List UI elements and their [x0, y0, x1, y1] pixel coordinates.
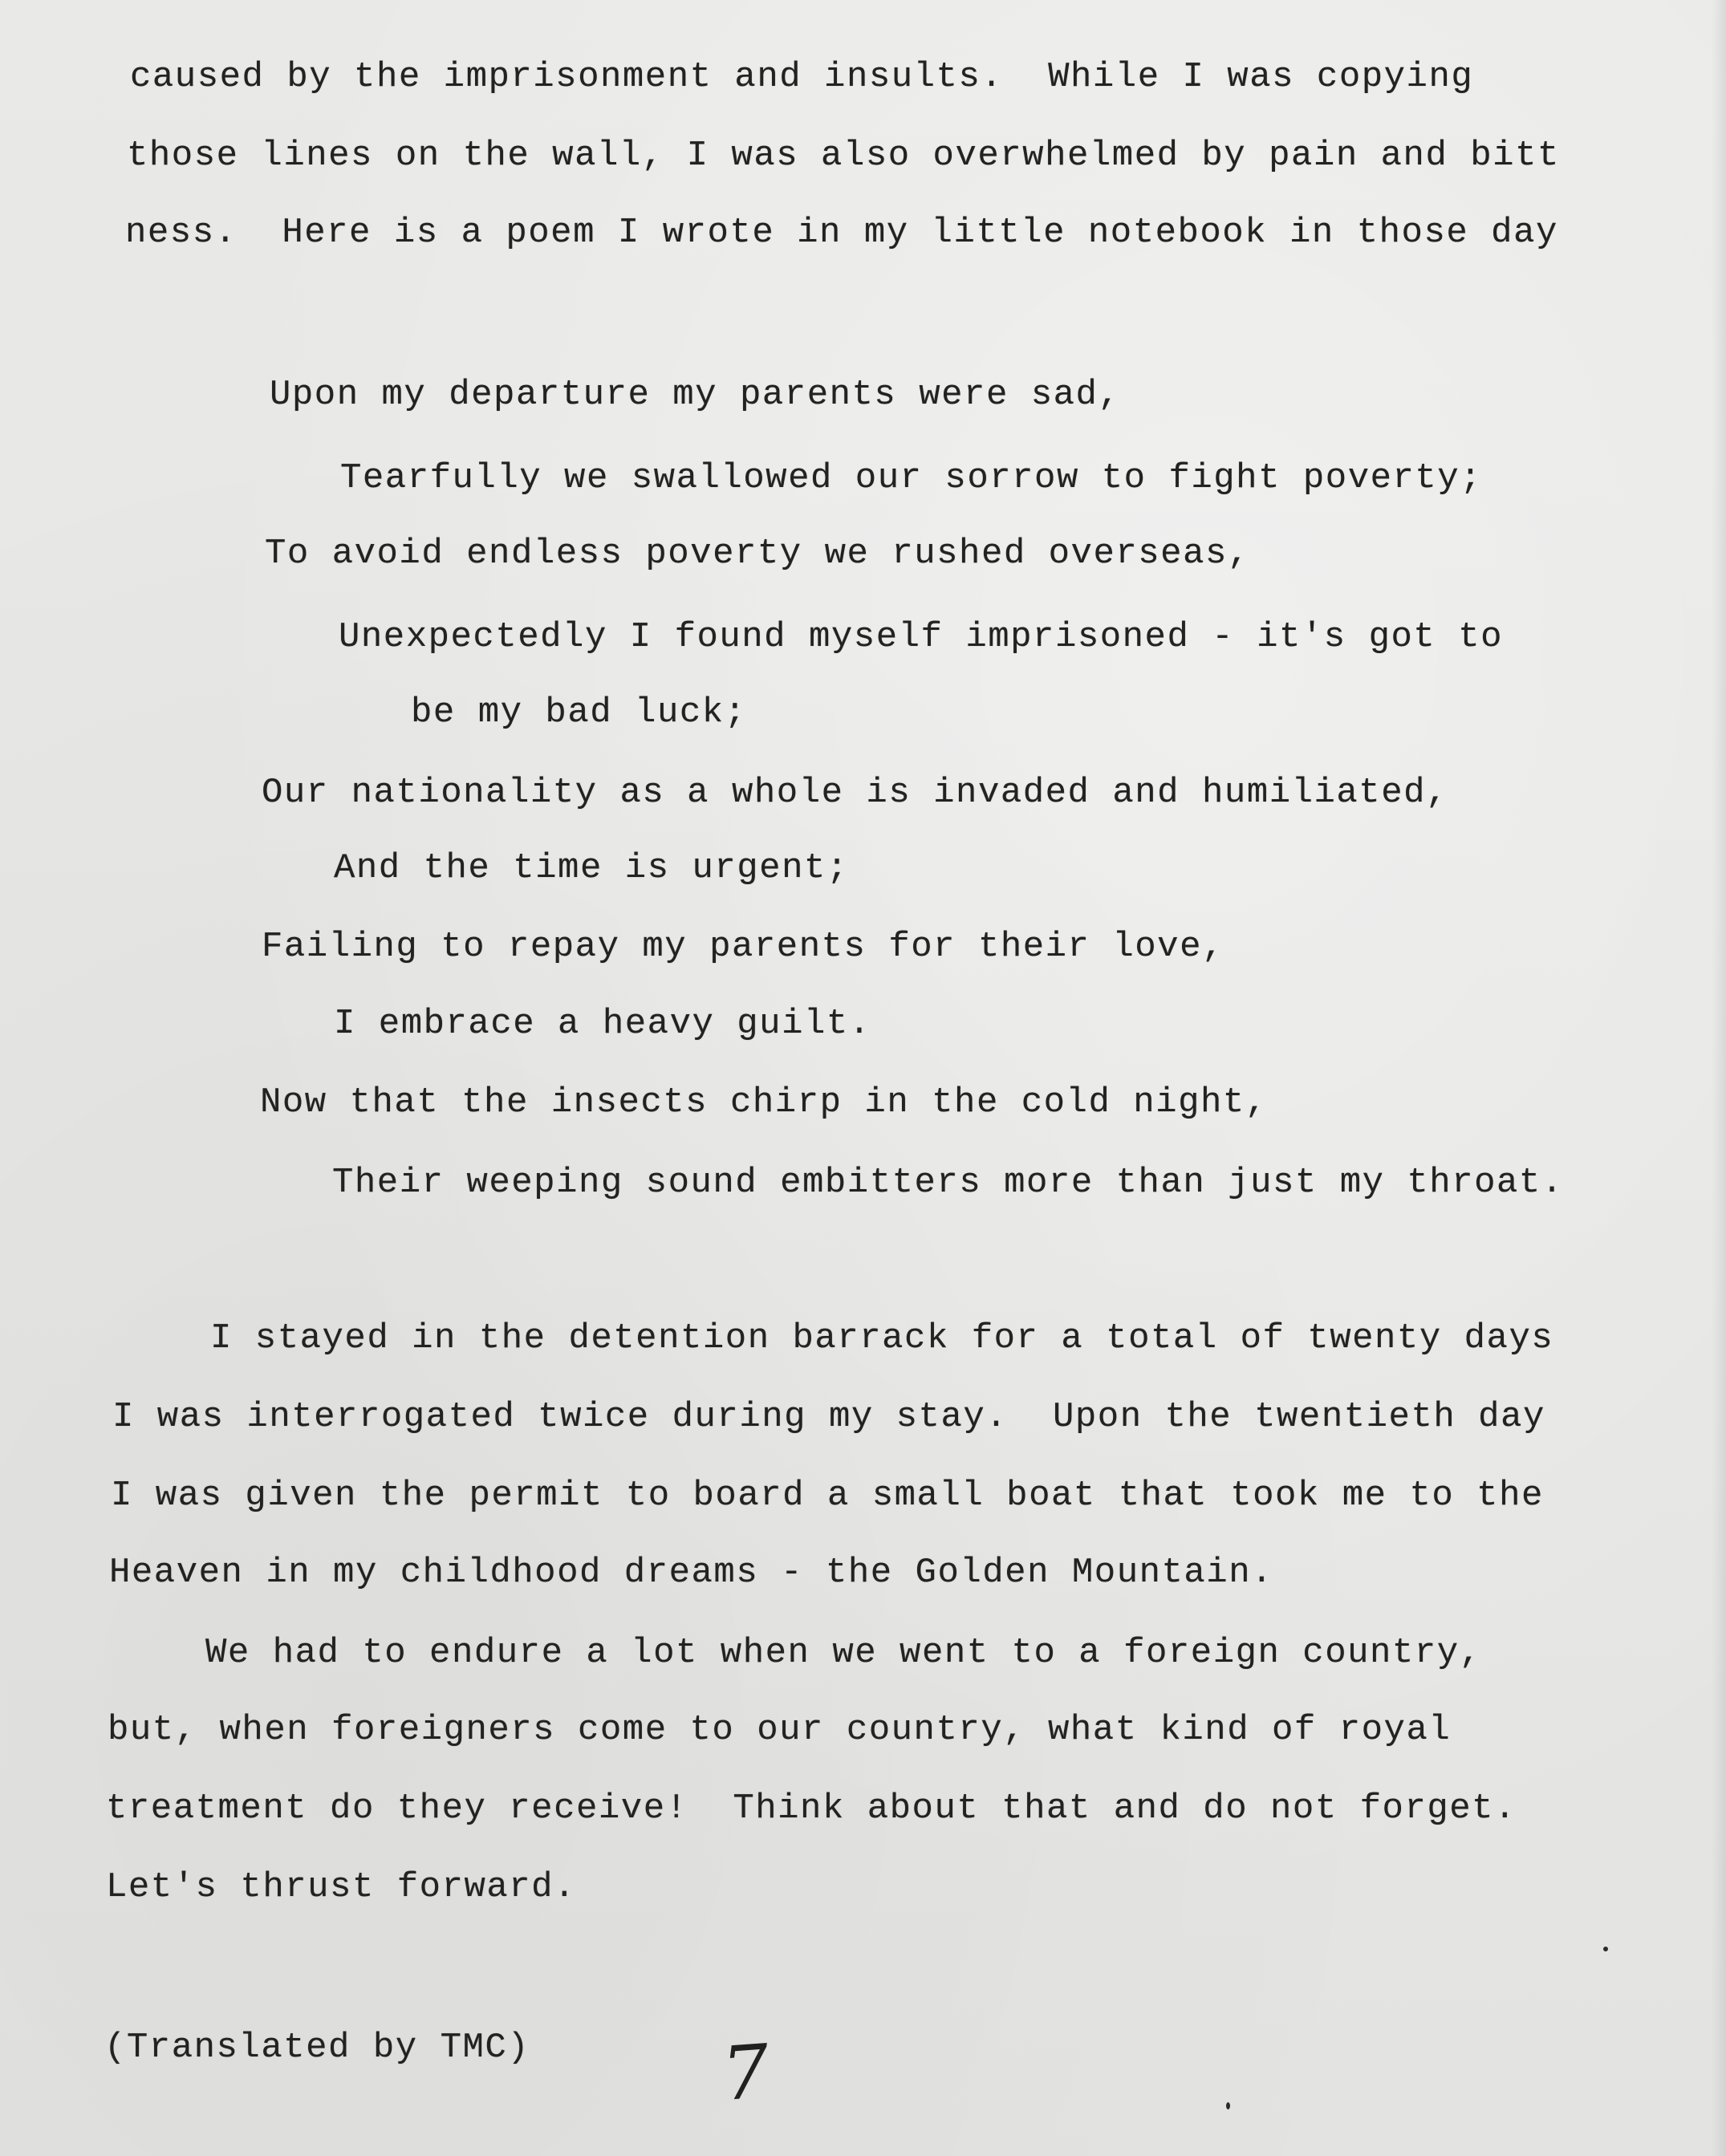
poem-line-4: Unexpectedly I found myself imprisoned - it's got to: [339, 617, 1504, 657]
page-number: 7: [719, 2028, 773, 2117]
paragraph1-line-1: caused by the imprisonment and insults. While I was copying: [130, 57, 1474, 97]
poem-line-8: Failing to repay my parents for their love,: [262, 927, 1224, 967]
paragraph2-line-4: Heaven in my childhood dreams - the Golden Mountain.: [109, 1553, 1274, 1593]
paragraph1-line-3: ness. Here is a poem I wrote in my little notebook in those day: [125, 213, 1558, 253]
poem-line-11: Their weeping sound embitters more than just my throat.: [332, 1163, 1564, 1203]
paragraph3-line-2: but, when foreigners come to our country, what kind of royal: [108, 1710, 1452, 1750]
poem-line-6: Our nationality as a whole is invaded and humiliated,: [262, 773, 1448, 813]
poem-line-10: Now that the insects chirp in the cold night,: [260, 1082, 1268, 1123]
translator-credit: (Translated by TMC): [104, 2028, 530, 2068]
poem-line-3: To avoid endless poverty we rushed overseas,: [265, 534, 1250, 574]
poem-line-1: Upon my departure my parents were sad,: [270, 375, 1121, 415]
paragraph2-line-3: I was given the permit to board a small boat that took me to the: [111, 1476, 1544, 1516]
ink-speck: [1226, 2102, 1230, 2109]
poem-line-7: And the time is urgent;: [334, 848, 849, 888]
paragraph3-line-1: We had to endure a lot when we went to a foreign country,: [205, 1633, 1482, 1673]
paragraph1-line-2: those lines on the wall, I was also overwhelmed by pain and bitt: [127, 136, 1560, 176]
paragraph3-line-4: Let's thrust forward.: [106, 1867, 576, 1907]
paragraph2-line-1: I stayed in the detention barrack for a total of twenty days: [210, 1318, 1554, 1358]
ink-speck: [1603, 1947, 1608, 1951]
paragraph3-line-3: treatment do they receive! Think about that and do not forget.: [106, 1789, 1517, 1829]
page-edge-shadow: [1712, 0, 1726, 2156]
poem-line-5: be my bad luck;: [411, 692, 747, 733]
poem-line-2: Tearfully we swallowed our sorrow to fight poverty;: [340, 458, 1483, 498]
poem-line-9: I embrace a heavy guilt.: [334, 1004, 871, 1044]
paragraph2-line-2: I was interrogated twice during my stay. Upon the twentieth day: [112, 1397, 1545, 1437]
